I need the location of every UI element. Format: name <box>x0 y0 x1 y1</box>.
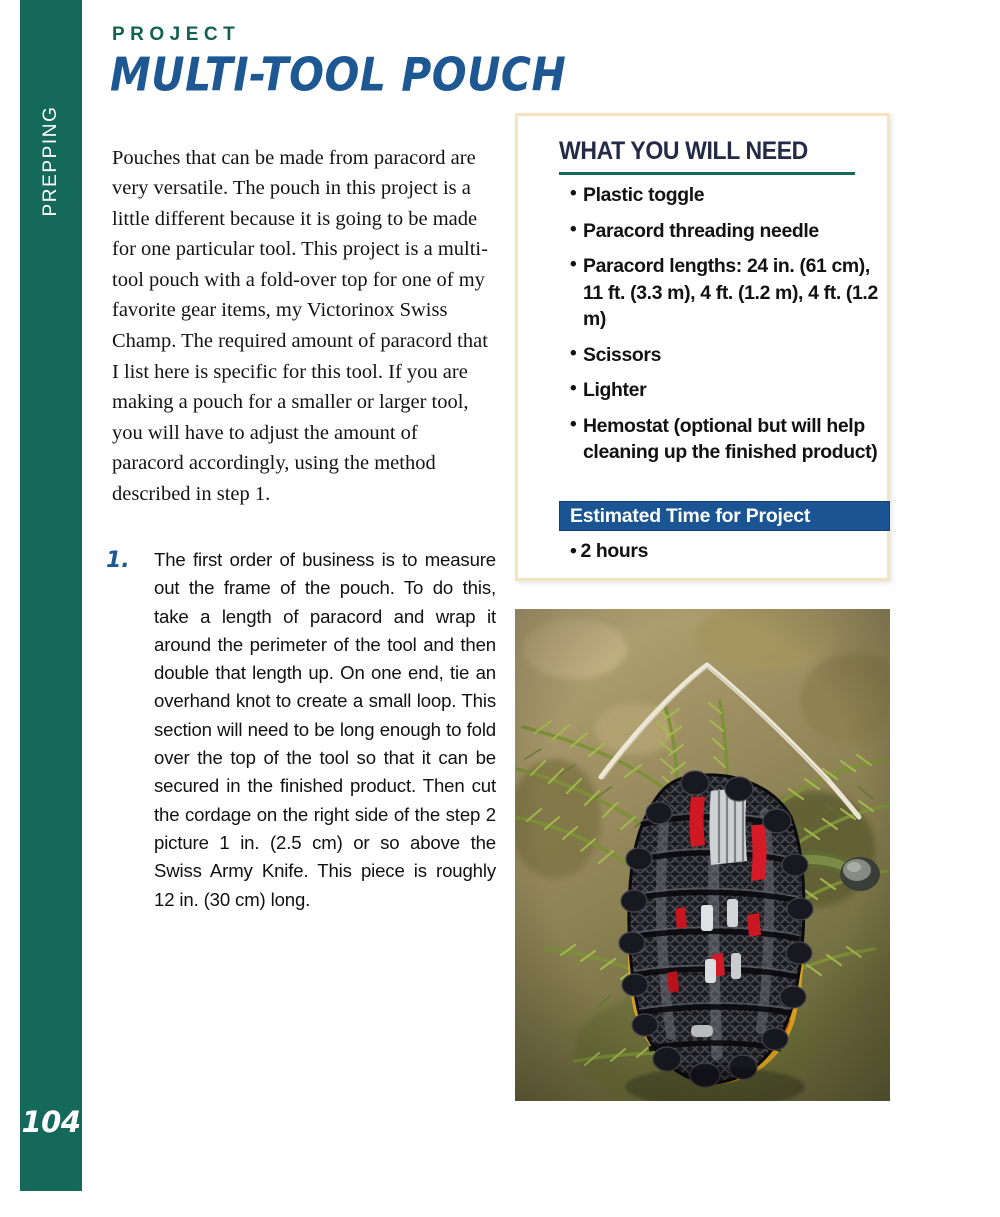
need-box-rule <box>559 172 855 175</box>
estimated-time-label: Estimated Time for Project <box>570 504 811 527</box>
bullet-icon: • <box>570 540 577 562</box>
chapter-side-tab <box>20 0 82 1191</box>
bullet-icon: • <box>570 413 577 435</box>
list-item-label: Scissors <box>583 343 662 366</box>
page-title: MULTI-TOOL POUCH <box>110 48 567 102</box>
list-item <box>570 342 880 369</box>
list-item <box>570 182 880 209</box>
list-item <box>570 253 880 333</box>
bullet-icon: • <box>570 218 577 240</box>
list-item <box>570 413 880 466</box>
bullet-icon: • <box>570 378 577 399</box>
list-item-label: Lighter <box>583 379 647 401</box>
chapter-label: PREPPING <box>40 105 61 217</box>
list-item <box>570 218 880 245</box>
paracord-pouch-photo-illustration <box>515 609 890 1101</box>
bullet-icon: • <box>570 183 577 204</box>
what-you-will-need-box <box>515 113 890 581</box>
list-item-label: Paracord threading needle <box>583 219 819 242</box>
step-text: The first order of business is to measure out the frame of the pouch. To do this, take a length of paracord and wrap it around the perimeter of the tool and then double that length up. On one end, tie an overhand knot to create a small loop. This section will need to be long enough to fold over the top of the tool so that it can be secured in the finished product. Then cut the cordage on the right side of the step 2 picture 1 in. (2.5 cm) or so above the Swiss Army Knife. This piece is roughly 12 in. (30 cm) long. <box>154 549 496 910</box>
bullet-icon: • <box>570 254 577 275</box>
project-kicker: PROJECT <box>112 24 241 45</box>
need-box-title: WHAT YOU WILL NEED <box>559 137 808 165</box>
estimated-time-bar <box>559 501 890 531</box>
list-item-label: Paracord lengths: 24 in. (61 cm), 11 ft. (3.3 m), 4 ft. (1.2 m), 4 ft. (1.2 m) <box>583 255 878 330</box>
bullet-icon: • <box>570 342 577 364</box>
estimated-time-value-row <box>570 540 648 563</box>
step-item <box>106 546 496 914</box>
step-number: 1. <box>106 548 130 573</box>
intro-paragraph: Pouches that can be made from paracord are very versatile. The pouch in this project is a little different because it is going to be made for one particular tool. This project is a multi-tool pouch with a fold-over top for one of my favorite gear items, my Victorinox Swiss Champ. The required amount of paracord that I list here is specific for this tool. If you are making a pouch for a smaller or larger tool, you will have to adjust the amount of paracord accordingly, using the method described in step 1. <box>112 146 488 506</box>
project-photo <box>515 609 890 1101</box>
list-item <box>570 377 880 404</box>
estimated-time-value: 2 hours <box>580 540 649 562</box>
list-item-label: Plastic toggle <box>583 184 705 206</box>
page-number: 104 <box>21 1105 81 1139</box>
list-item-label: Hemostat (optional but will help cleaning up the finished product) <box>583 414 878 463</box>
materials-list <box>570 182 880 475</box>
